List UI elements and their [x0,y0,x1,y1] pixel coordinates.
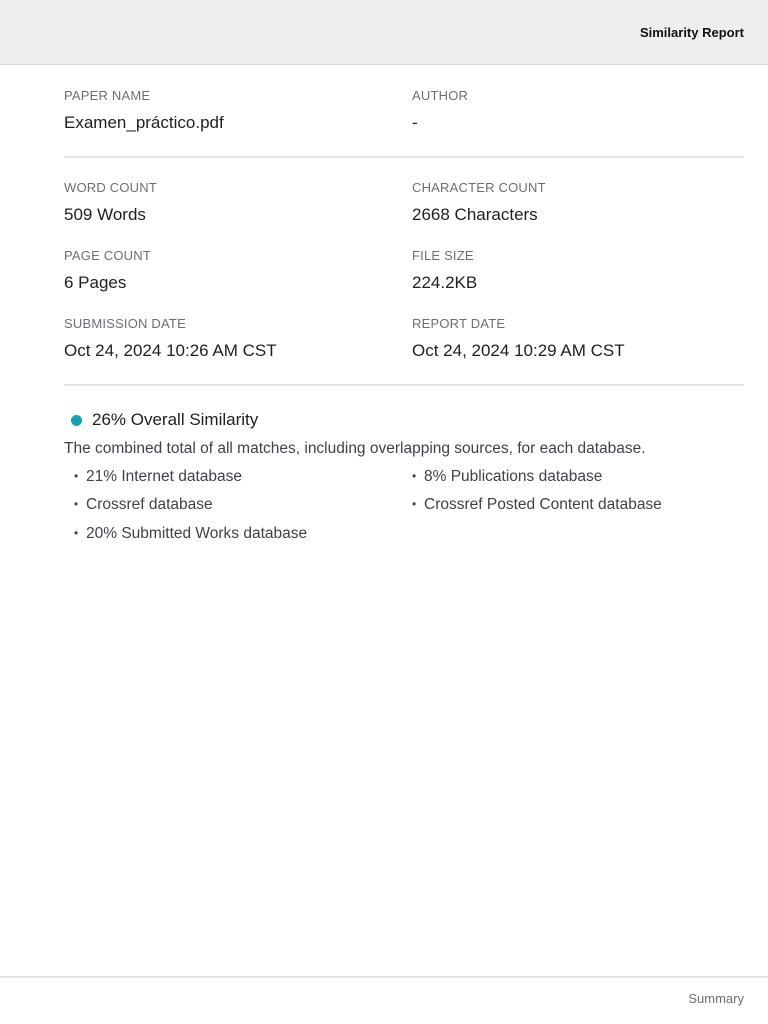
author-field [412,88,468,133]
page-count-field [64,248,151,293]
report-date-value: Oct 24, 2024 10:29 AM CST [412,341,625,360]
similarity-dot-icon [71,415,82,426]
bullet-icon: • [74,526,79,540]
footer-divider [0,976,768,978]
submission-date-field [64,316,277,361]
report-title: Similarity Report [639,25,744,40]
database-item-label: Crossref database [86,496,213,513]
bullet-icon: • [74,469,79,483]
file-size-value: 224.2KB [412,273,478,292]
overall-similarity-title: 26% Overall Similarity [92,410,259,429]
paper-name-value: Examen_práctico.pdf [64,113,224,132]
bullet-icon: • [74,497,79,511]
author-label: AUTHOR [412,88,469,103]
database-item-label: 21% Internet database [86,468,242,485]
bullet-icon: • [412,469,417,483]
database-item-label: 20% Submitted Works database [86,525,308,542]
similarity-description: The combined total of all matches, including overlapping sources, for each database. [64,440,646,457]
footer-summary-label: Summary [688,991,744,1006]
word-count-field [64,180,157,225]
author-value: - [412,113,418,132]
divider-top [64,156,744,158]
file-size-field [412,248,477,293]
database-item-label: 8% Publications database [424,468,603,485]
word-count-value: 509 Words [64,205,146,224]
bullet-icon: • [412,497,417,511]
report-date-field [412,316,625,361]
paper-name-field [64,88,224,133]
submission-date-value: Oct 24, 2024 10:26 AM CST [64,341,277,360]
page-count-value: 6 Pages [64,273,127,292]
character-count-value: 2668 Characters [412,205,538,224]
database-item-label: Crossref Posted Content database [424,496,662,513]
divider-middle [64,384,744,386]
character-count-field [412,180,546,225]
submission-date-label: SUBMISSION DATE [64,316,186,331]
report-header [0,0,768,65]
word-count-label: WORD COUNT [64,180,157,195]
paper-name-label: PAPER NAME [64,88,151,103]
character-count-label: CHARACTER COUNT [412,180,546,195]
overall-similarity-heading [64,409,744,431]
page-count-label: PAGE COUNT [64,248,151,263]
report-date-label: REPORT DATE [412,316,506,331]
file-size-label: FILE SIZE [412,248,474,263]
